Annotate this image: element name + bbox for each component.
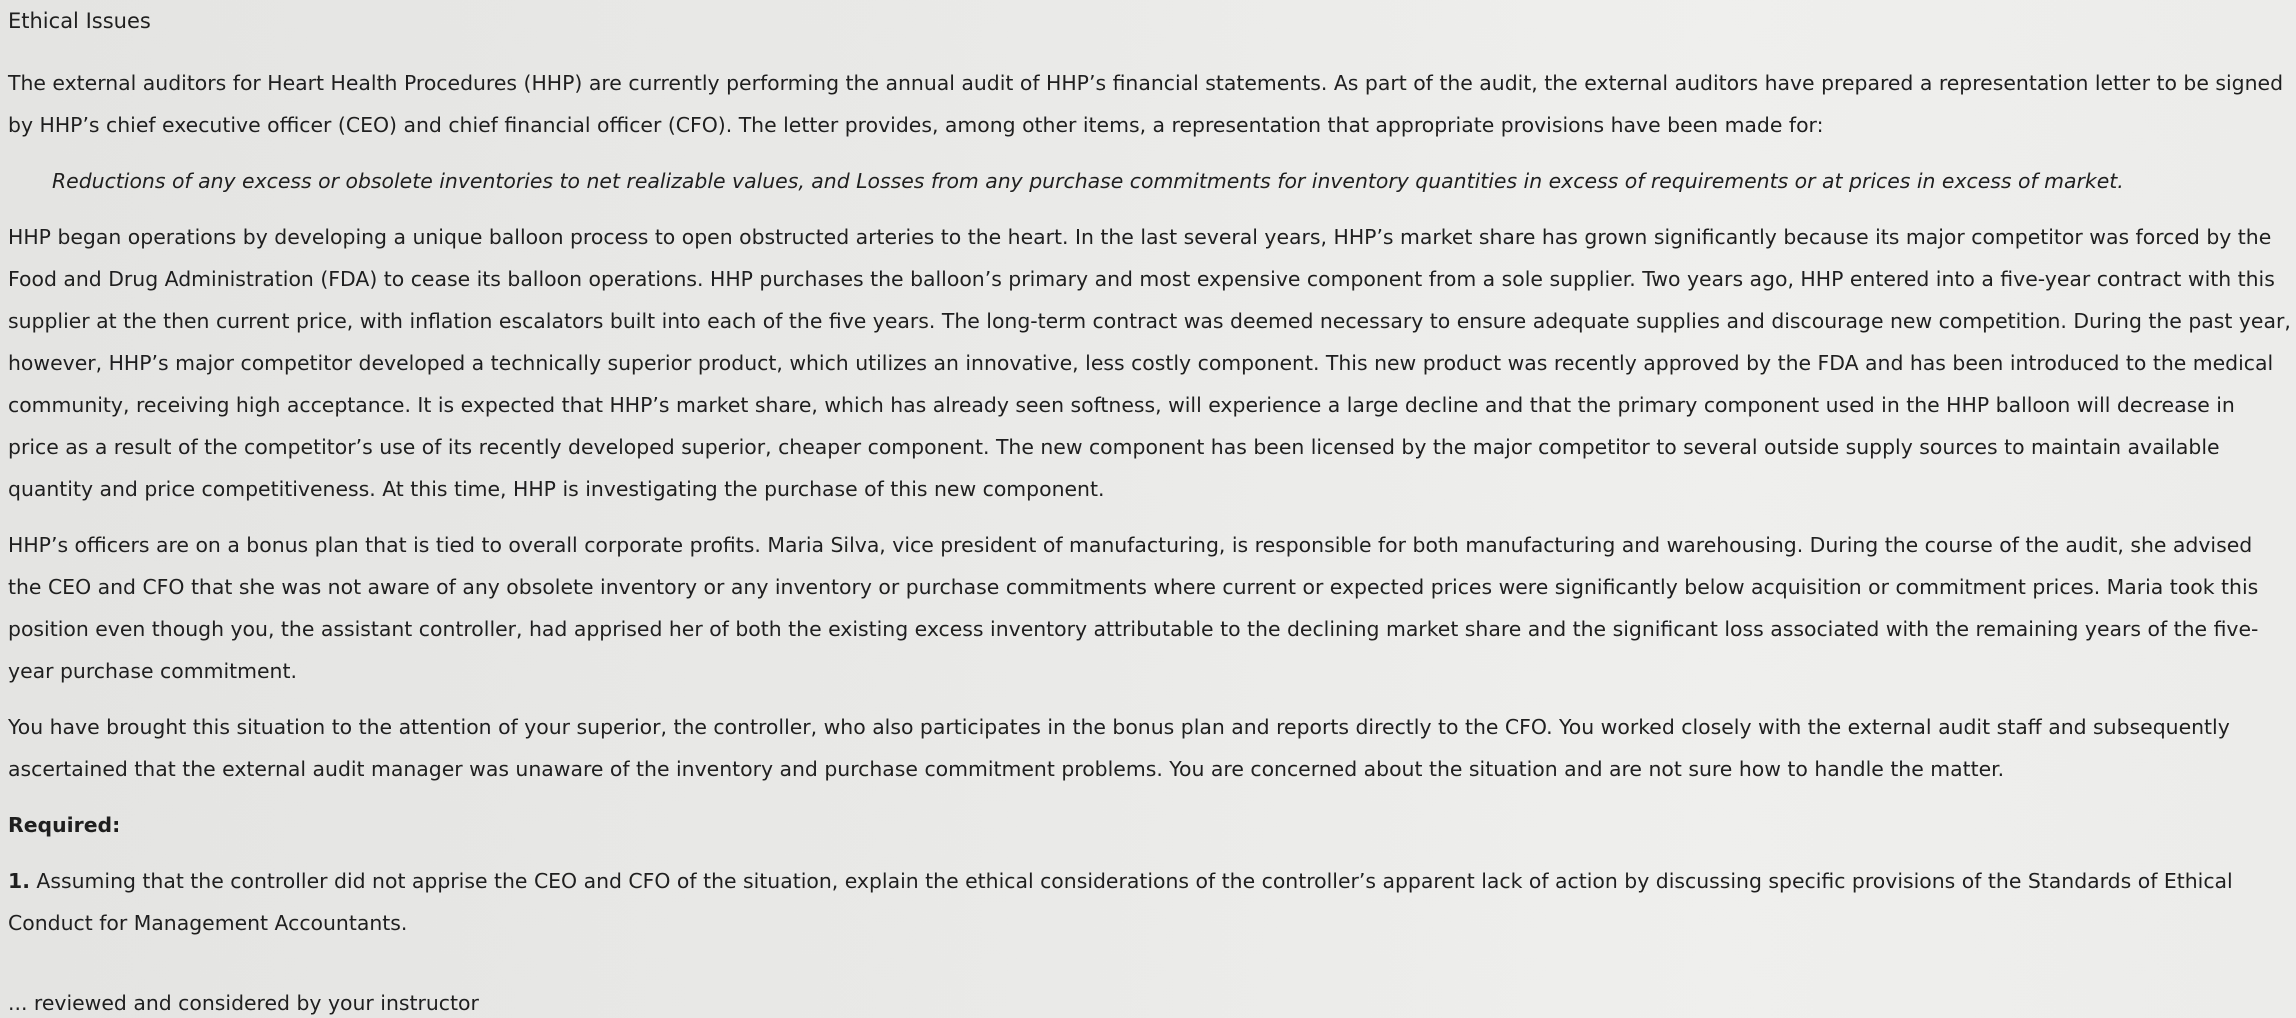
paragraph-officers: HHP’s officers are on a bonus plan that is tied to overall corporate profits. Maria Silva, vice president of manufacturing, is responsible for both manufacturing and warehousing. During the course of the audit, she advised the CEO and CFO that she was not aware of any obsolete inventory or any inventory or purchase commitments where current or expected prices were significantly below acquisition or commitment prices. Maria took this position even though you, the assistant controller, had apprised her of both the existing excess inventory attributable to the declining market share and the significant loss associated with the remaining years of the five-year purchase commitment. [8,533,2259,683]
question-1 [8,860,2292,944]
paragraph-background: HHP began operations by developing a unique balloon process to open obstructed arteries to the heart. In the last several years, HHP’s market share has grown significantly because its major competitor was forced by the Food and Drug Administration (FDA) to cease its balloon operations. HHP purchases the balloon’s primary and most expensive component from a sole supplier. Two years ago, HHP entered into a five-year contract with this supplier at the then current price, with inflation escalators built into each of the five years. The long-term contract was deemed necessary to ensure adequate supplies and discourage new competition. During the past year, however, HHP’s major competitor developed a technically superior product, which utilizes an innovative, less costly component. This new product was recently approved by the FDA and has been introduced to the medical community, receiving high acceptance. It is expected that HHP’s market share, which has already seen softness, will experience a large decline and that the primary component used in the HHP balloon will decrease in price as a result of the competitor’s use of its recently developed superior, cheaper component. The new component has been licensed by the major competitor to several outside supply sources to maintain available quantity and price competitiveness. At this time, HHP is investigating the purchase of this new component. [8,225,2291,501]
representation-quote: Reductions of any excess or obsolete inventories to net realizable values, and Losses from any purchase commitments for inventory quantities in excess of requirements or at prices in excess of market. [52,169,2124,193]
required-heading: Required: [8,813,121,837]
question-1-number: 1. [8,869,30,893]
page-title: Ethical Issues [8,9,151,33]
question-1-text: Assuming that the controller did not apprise the CEO and CFO of the situation, explain the ethical considerations of the controller’s apparent lack of action by discussing specific provisions of the Standards of Ethical Conduct for Management Accountants. [8,869,2233,935]
paragraph-intro: The external auditors for Heart Health Procedures (HHP) are currently performing the annual audit of HHP’s financial statements. As part of the audit, the external auditors have prepared a representation letter to be signed by HHP’s chief executive officer (CEO) and chief financial officer (CFO). The letter provides, among other items, a representation that appropriate provisions have been made for: [8,71,2284,137]
paragraph-situation: You have brought this situation to the attention of your superior, the controller, who also participates in the bonus plan and reports directly to the CFO. You worked closely with the external audit staff and subsequently ascertained that the external audit manager was unaware of the inventory and purchase commitment problems. You are concerned about the situation and are not sure how to handle the matter. [8,715,2230,781]
cutoff-text-line: ... reviewed and considered by your instructor [8,991,479,1015]
